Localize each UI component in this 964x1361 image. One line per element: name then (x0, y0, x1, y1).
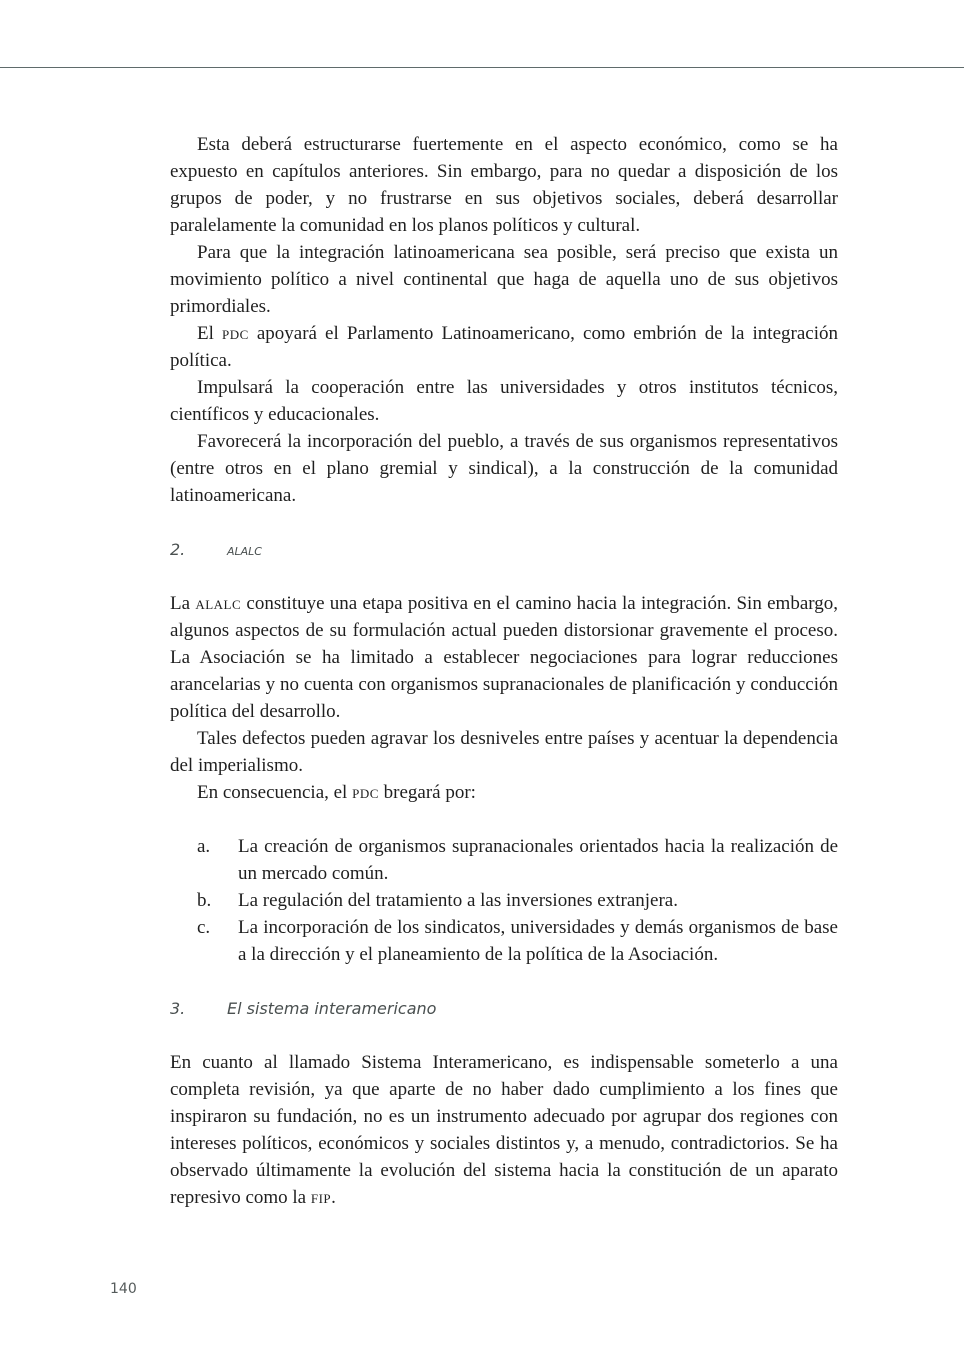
paragraph: Impulsará la cooperación entre las universidades y otros institutos técnicos, científicos y educacionales. (170, 377, 838, 425)
page-number: 140 (110, 1281, 137, 1297)
list-item (170, 887, 838, 914)
header-rule (0, 67, 964, 68)
paragraph (170, 590, 838, 725)
paragraph (170, 779, 838, 806)
section-heading-3 (170, 995, 838, 1022)
list-item-text: La incorporación de los sindicatos, universidades y demás organismos de base a la dirección y el planeamiento de la política de la Asociación. (238, 917, 838, 965)
acronym-pdc: pdc (221, 323, 249, 344)
text: bregará por: (378, 782, 476, 803)
text: La (170, 593, 196, 614)
list-item-text: La creación de organismos supranacionales orientados hacia la realización de un mercado común. (238, 836, 838, 884)
paragraph: Para que la integración latinoamericana sea posible, será preciso que exista un movimiento político a nivel continental que haga de aquella uno de sus objetivos primordiales. (170, 242, 838, 317)
paragraph: Tales defectos pueden agravar los desniveles entre países y acentuar la dependencia del imperialismo. (170, 728, 838, 776)
list-marker: a. (197, 836, 211, 857)
acronym-pdc: pdc (352, 782, 379, 803)
paragraph: Esta deberá estructurarse fuertemente en el aspecto económico, como se ha expuesto en capítulos anteriores. Sin embargo, para no quedar a disposición de los grupos de poder, y no frustrarse en sus objetivos sociales, deberá desarrollar paralelamente la comunidad en los planos políticos y cultural. (170, 134, 838, 236)
section-title: El sistema interamericano (227, 999, 437, 1018)
list-item-text: La regulación del tratamiento a las inversiones extranjera. (238, 890, 678, 911)
section-title: alalc (227, 541, 262, 559)
paragraph (170, 320, 838, 374)
list-item (170, 833, 838, 887)
text: El (197, 323, 222, 344)
list-marker: b. (197, 890, 212, 911)
text: constituye una etapa positiva en el camino hacia la integración. Sin embargo, algunos aspectos de su formulación actual pueden distorsionar gravemente el proceso. La Asociación se ha limitado a establecer negociaciones para lograr reducciones arancelarias y no cuenta con organismos supranacionales de planificación y conducción política del desarrollo. (170, 593, 838, 722)
acronym-alalc: alalc (195, 593, 242, 614)
acronym-fip: fip (310, 1187, 332, 1208)
text: . (331, 1187, 336, 1208)
page-body (170, 131, 838, 1211)
paragraph: Favorecerá la incorporación del pueblo, a través de sus organismos representativos (entre otros en el plano gremial y sindical), a la construcción de la comunidad latinoamericana. (170, 431, 838, 506)
section-number: 3. (170, 999, 186, 1018)
section-heading-2 (170, 536, 838, 563)
paragraph (170, 1049, 838, 1211)
alpha-list (170, 833, 838, 968)
list-item (170, 914, 838, 968)
text: En cuanto al llamado Sistema Interamericano, es indispensable someterlo a una completa revisión, ya que aparte de no haber dado cumplimiento a los fines que inspiraron su fundación, no es un instrumento adecuado por agrupar dos regiones con intereses políticos, económicos y sociales distintos y, a menudo, contradictorios. Se ha observado últimamente la evolución del sistema hacia la constitución de un aparato represivo como la (170, 1052, 838, 1208)
text: En consecuencia, el (197, 782, 353, 803)
list-marker: c. (197, 917, 211, 938)
section-number: 2. (170, 540, 186, 559)
text: apoyará el Parlamento Latinoamericano, como embrión de la integración política. (170, 323, 838, 371)
